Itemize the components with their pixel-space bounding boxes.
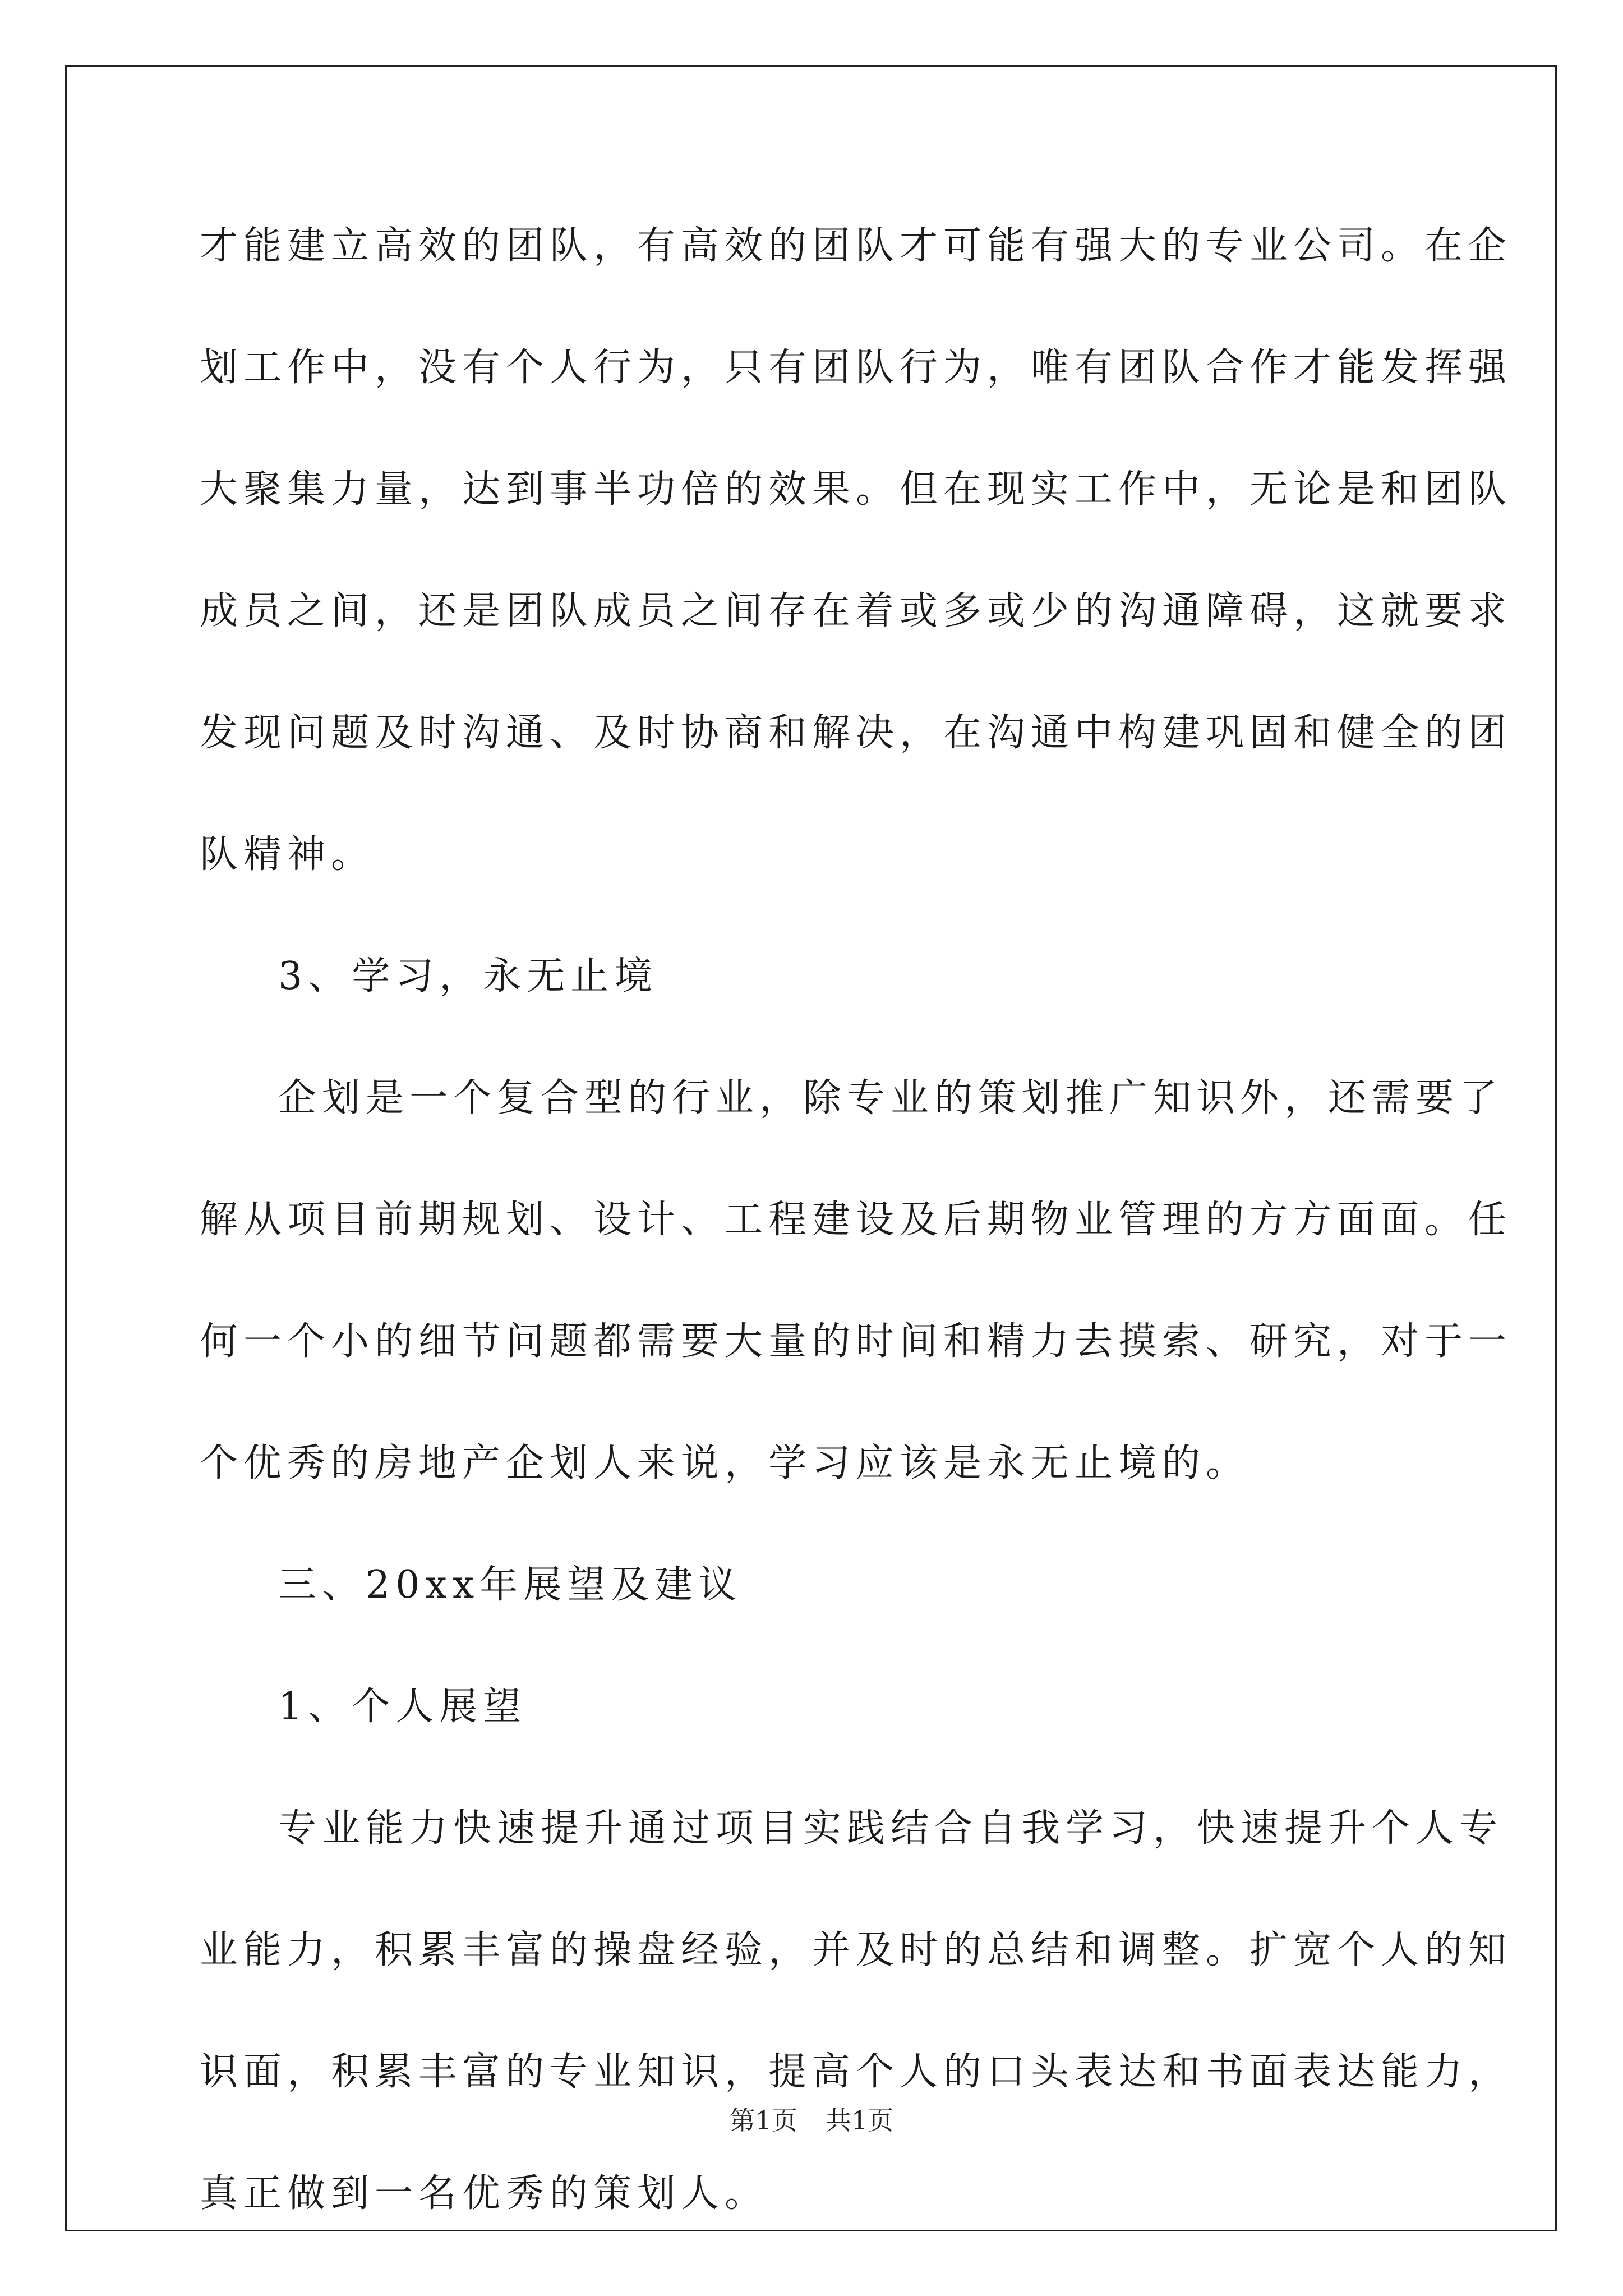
text-line: 队精神。 — [200, 832, 375, 877]
text-line: 企划是一个复合型的行业，除专业的策划推广知识外，还需要了 — [278, 1076, 1504, 1120]
text-line: 划工作中，没有个人行为，只有团队行为，唯有团队合作才能发挥强 — [200, 346, 1513, 390]
page-number: 第1页 — [729, 2105, 797, 2136]
text-line: 识面，积累丰富的专业知识，提高个人的口头表达和书面表达能力， — [200, 2050, 1513, 2094]
page-footer — [0, 2104, 1623, 2137]
section-heading: 三、20xx年展望及建议 — [278, 1563, 743, 1607]
text-line: 业能力，积累丰富的操盘经验，并及时的总结和调整。扩宽个人的知 — [200, 1928, 1513, 1972]
text-line: 才能建立高效的团队，有高效的团队才可能有强大的专业公司。在企 — [200, 224, 1513, 268]
text-line: 成员之间，还是团队成员之间存在着或多或少的沟通障碍，这就要求 — [200, 589, 1513, 633]
text-line: 大聚集力量，达到事半功倍的效果。但在现实工作中，无论是和团队 — [200, 467, 1513, 512]
text-line: 真正做到一名优秀的策划人。 — [200, 2171, 769, 2216]
text-line: 何一个小的细节问题都需要大量的时间和精力去摸索、研究，对于一 — [200, 1319, 1513, 1364]
section-heading: 3、学习，永无止境 — [278, 954, 658, 999]
text-line: 个优秀的房地产企划人来说，学习应该是永无止境的。 — [200, 1441, 1250, 1485]
text-line: 发现问题及时沟通、及时协商和解决，在沟通中构建巩固和健全的团 — [200, 711, 1513, 755]
section-heading: 1、个人展望 — [278, 1685, 527, 1729]
page-total: 共1页 — [826, 2105, 894, 2136]
text-line: 解从项目前期规划、设计、工程建设及后期物业管理的方方面面。任 — [200, 1198, 1513, 1242]
document-body — [200, 185, 1513, 2254]
text-line: 专业能力快速提升通过项目实践结合自我学习，快速提升个人专 — [278, 1806, 1504, 1851]
